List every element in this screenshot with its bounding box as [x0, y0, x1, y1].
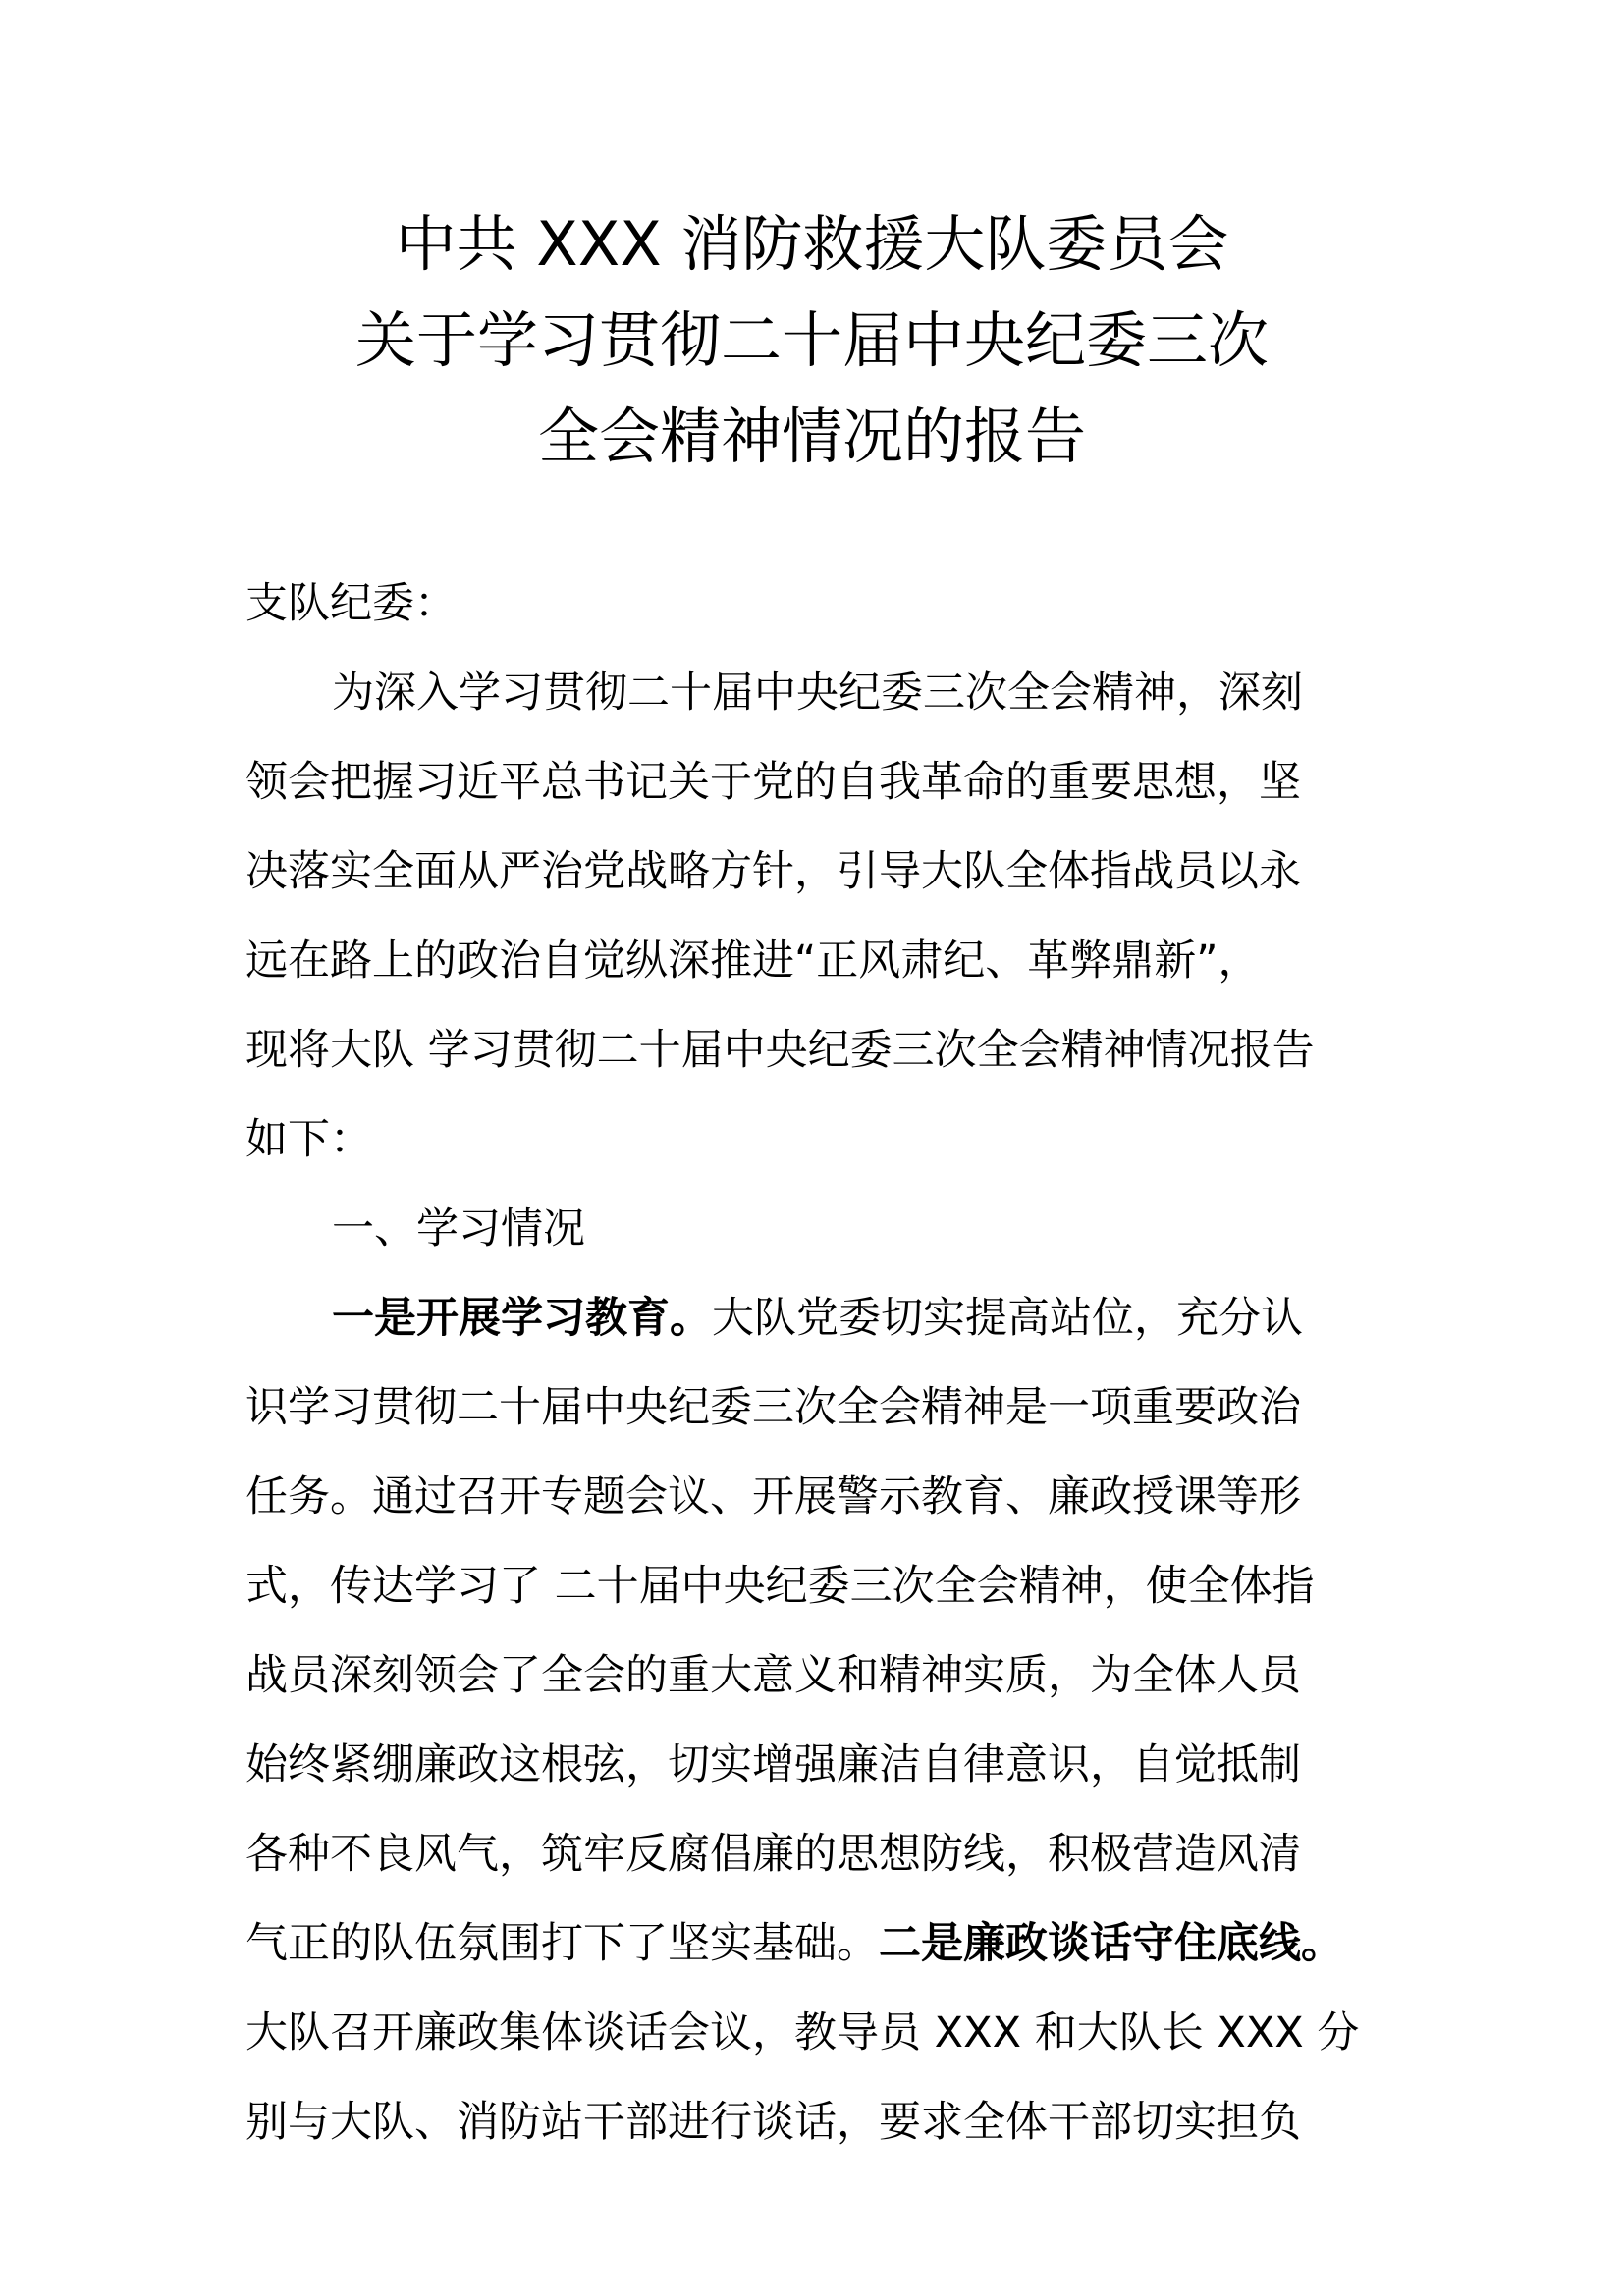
title-line-3: 全会精神情况的报告 [537, 400, 1086, 472]
point2-heading: 二是廉政谈话守住底线。 [879, 1919, 1343, 1968]
section-heading: 一、学习情况 [332, 1204, 585, 1254]
intro-line-5: 现将大队 学习贯彻二十届中央纪委三次全会精神情况报告 [245, 1026, 1315, 1075]
point1-line-5: 战员深刻领会了全会的重大意义和精神实质，为全体人员 [245, 1651, 1301, 1700]
point1-heading: 一是开展学习教育。 [332, 1294, 712, 1343]
title-line-2: 关于学习贯彻二十届中央纪委三次 [354, 304, 1269, 376]
point1-line-3: 任务。通过召开专题会议、开展警示教育、廉政授课等形 [245, 1472, 1301, 1522]
title-line-1: 中共 XXX 消防救援大队委员会 [395, 208, 1229, 280]
salutation: 支队纪委： [245, 579, 457, 628]
intro-line-3: 决落实全面从严治党战略方针，引导大队全体指战员以永 [245, 847, 1301, 896]
point1-last-line-text: 气正的队伍氛围打下了坚实基础。 [245, 1919, 879, 1968]
intro-line-4: 远在路上的政治自觉纵深推进“正风肃纪、革弊鼎新”， [245, 936, 1261, 986]
point1-last-line [245, 1899, 1424, 1989]
point2-line-2: 别与大队、消防站干部进行谈话，要求全体干部切实担负 [245, 2098, 1301, 2147]
intro-line-6: 如下： [245, 1115, 372, 1164]
point1-line-6: 始终紧绷廉政这根弦，切实增强廉洁自律意识，自觉抵制 [245, 1740, 1301, 1789]
document-title [0, 196, 1624, 485]
point1-line-2: 识学习贯彻二十届中央纪委三次全会精神是一项重要政治 [245, 1383, 1301, 1432]
document-body [245, 560, 1424, 2167]
intro-line-1: 为深入学习贯彻二十届中央纪委三次全会精神，深刻 [332, 668, 1303, 718]
point1-first-line [245, 1274, 1424, 1363]
point1-first-line-text: 大队党委切实提高站位，充分认 [712, 1294, 1303, 1343]
point1-line-4: 式，传达学习了 二十届中央纪委三次全会精神，使全体指 [245, 1562, 1315, 1611]
point1-line-7: 各种不良风气，筑牢反腐倡廉的思想防线，积极营造风清 [245, 1830, 1301, 1879]
point2-line-1: 大队召开廉政集体谈话会议，教导员 XXX 和大队长 XXX 分 [245, 2008, 1360, 2057]
intro-line-2: 领会把握习近平总书记关于党的自我革命的重要思想，坚 [245, 758, 1301, 807]
